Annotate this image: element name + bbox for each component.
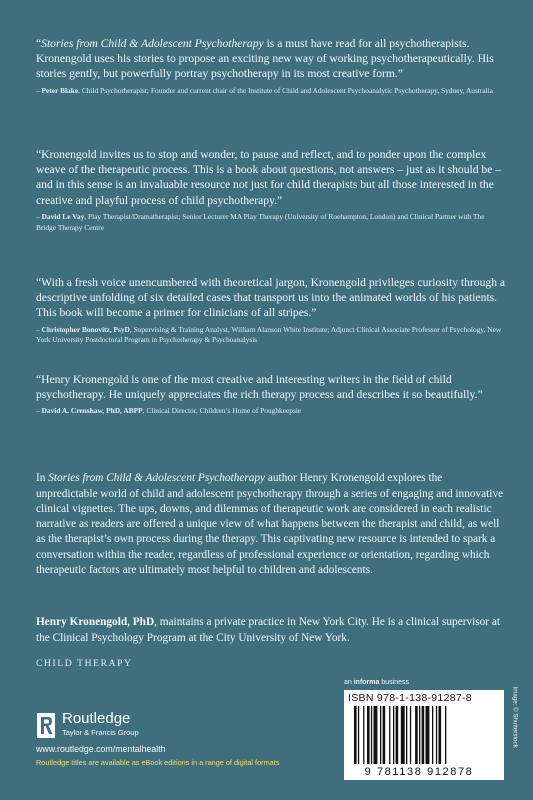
quote-2-text: “Kronengold invites us to stop and wonder, to pause and reflect, and to ponder upon the complex weave of the therapeutic process. This is a book about questions, not answers – just as it should be – and in this sense is an invaluable resource not just for child therapists but all those interested in the creative and playful process of child psychotherapy.” [36, 148, 502, 207]
barcode-bar [406, 706, 407, 764]
informa-business-line: an informa business [344, 679, 409, 686]
barcode-bar [415, 706, 418, 764]
author-name: Henry Kronengold, PhD [36, 616, 155, 629]
quote-2-author: David Le Vay [41, 211, 85, 221]
quote-1-text: “Stories from Child & Adolescent Psychotherapy is a must have read for all psychotherapists. Kronengold uses his stories to propose an exciting new way of working psychotherapeutically. His stories gently, but powerfully portray psychotherapy in its most creative form.” [36, 37, 494, 81]
description-book-title: Stories from Child & Adolescent Psychotherapy [48, 472, 266, 485]
barcode-bar [401, 706, 405, 764]
barcode-bar [436, 706, 437, 764]
barcode-bar [358, 706, 359, 764]
barcode-bar [371, 706, 372, 764]
subject-category: CHILD THERAPY [36, 658, 133, 669]
publisher-group: Taylor & Francis Group [62, 728, 139, 737]
ebook-availability-note: Routledge titles are available as eBook editions in a range of digital formats [36, 758, 280, 767]
barcode-bar [410, 706, 411, 764]
barcode-bar [393, 706, 394, 764]
publisher-website[interactable]: www.routledge.com/mentalhealth [36, 744, 166, 754]
publisher-name: Routledge [62, 710, 131, 727]
image-credit: Image: © Shutterstock [511, 686, 519, 748]
barcode-bar [354, 706, 357, 764]
barcode-bar [445, 706, 446, 764]
isbn-barcode [344, 690, 504, 780]
barcode-bar [367, 706, 370, 764]
barcode-bar [363, 706, 364, 764]
quote-3-affiliation: , Supervising & Training Analyst, William Alanson White Institute; Adjunct Clinical Associate Professor of Psychology, New York University Postdoctoral Program in Psychotherapy & Psychoanalysis [36, 324, 502, 345]
quote-4-attribution: – David A. Crenshaw, PhD, ABPP, Clinical Director, Children’s Home of Poughkeepsie [36, 406, 302, 416]
quote-3-text: “With a fresh voice unencumbered with theoretical jargon, Kronengold privileges curiosity through a descriptive unfolding of six detailed cases that transport us into the animated worlds of his patients. This book will become a primer for clinicians of all stripes.” [36, 276, 506, 320]
barcode-bar [380, 706, 381, 764]
barcode-bar [426, 706, 430, 764]
quote-2 [36, 147, 506, 233]
barcode-bar [374, 706, 378, 764]
author-bio: Henry Kronengold, PhD, maintains a private practice in New York City. He is a clinical supervisor at the Clinical Psychology Program at the City University of New York. [36, 616, 501, 644]
quote-1-affiliation: , Child Psychotherapist; Founder and current chair of the Institute of Child and Adolescent Psychoanalytic Psychotherapy, Sydney, Australia [78, 85, 494, 95]
quote-2-attribution: – David Le Vay, Play Therapist/Dramatherapist; Senior Lecturer MA Play Therapy (University of Roehampton, London) and Clinical Partner with The Bridge Therapy Centre [36, 211, 485, 232]
quote-1-author: Peter Blake [41, 85, 79, 95]
isbn-label: ISBN 978-1-138-91287-8 [348, 692, 472, 704]
barcode-bar [439, 706, 442, 764]
quote-1 [36, 36, 506, 96]
quote-4-author: David A. Crenshaw, PhD, ABPP [41, 406, 143, 416]
barcode-bar [396, 706, 399, 764]
quote-4 [36, 372, 506, 417]
book-description: In Stories from Child & Adolescent Psychotherapy author Henry Kronengold explores the unpredictable world of child and adolescent psychotherapy through a series of engaging and innovative clinical vignettes. The ups, downs, and dilemmas of therapeutic work are considered in each realistic narrative as readers are offered a unique view of what happens between the therapist and child, as well as the therapist’s own process during the therapy. This captivating new resource is intended to spark a conversation within the reader, regardless of professional experience or orientation, regarding which therapeutic factors are ultimately most helpful to children and adolescents. [36, 472, 504, 577]
quote-1-attribution: – Peter Blake, Child Psychotherapist; Founder and current chair of the Institute of Child and Adolescent Psychoanalytic Psychotherapy, Sydney, Australia [36, 85, 494, 95]
routledge-logo-icon [36, 712, 56, 739]
isbn-number: 9 781138 912878 [364, 766, 474, 778]
barcode-bar [422, 706, 425, 764]
quote-2-affiliation: , Play Therapist/Dramatherapist; Senior Lecturer MA Play Therapy (University of Roehampton, London) and Clinical Partner with The Bridge Therapy Centre [36, 211, 485, 232]
quote-3-attribution: – Christopher Bonovitz, PsyD, Supervising & Training Analyst, William Alanson White Institute; Adjunct Clinical Associate Professor of Psychology, New York University Postdoctoral Program in Psychotherapy & Psychoanalysis [36, 324, 502, 345]
quote-4-text: “Henry Kronengold is one of the most creative and interesting writers in the field of child psychotherapy. He uniquely appreciates the rich therapy process and describes it so beautifully.” [36, 373, 483, 402]
barcode-bar [383, 706, 386, 764]
informa-brand: informa [353, 679, 380, 686]
barcode-bar [419, 706, 420, 764]
quote-3-author: Christopher Bonovitz, PsyD [41, 324, 130, 334]
barcode-bar [432, 706, 433, 764]
quote-4-affiliation: , Clinical Director, Children’s Home of Poughkeepsie [142, 406, 302, 416]
barcode-bar [389, 706, 390, 764]
quote-1-book-title: Stories from Child & Adolescent Psychotherapy [41, 37, 264, 50]
quote-3 [36, 275, 506, 346]
